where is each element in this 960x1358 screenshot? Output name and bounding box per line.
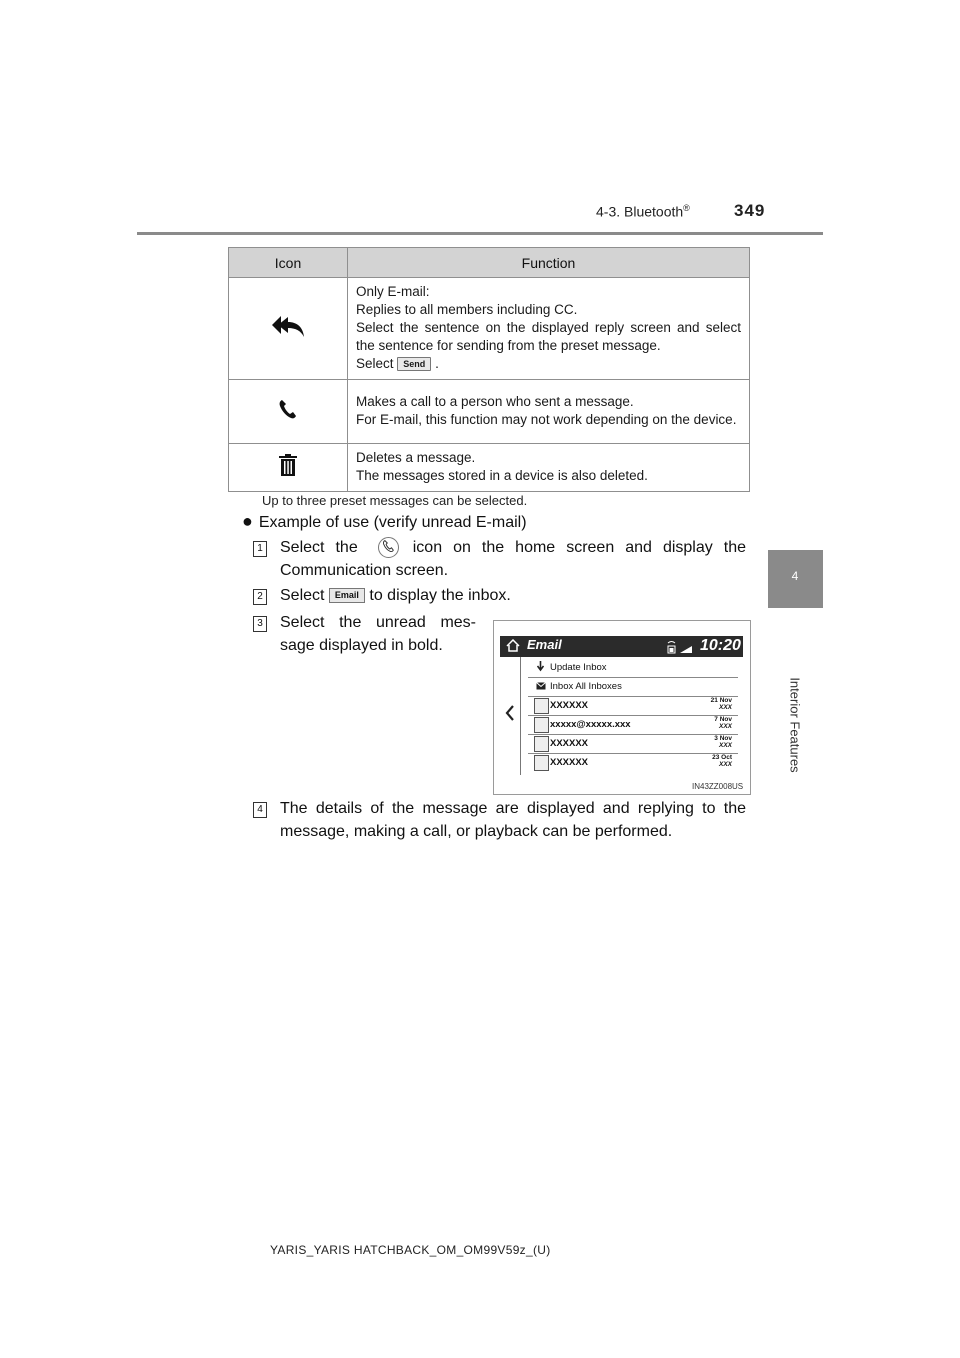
- step-number: 3: [253, 616, 267, 632]
- message-date: 21 Nov XXX: [710, 697, 732, 711]
- phone-icon: [229, 380, 348, 444]
- function-text: Only E-mail:: [356, 284, 430, 299]
- avatar-icon: [534, 755, 549, 771]
- chapter-number: 4: [791, 569, 799, 583]
- screen-clock: 10:20: [700, 637, 741, 654]
- trash-icon: [229, 444, 348, 492]
- message-row[interactable]: [528, 697, 738, 716]
- function-text: Deletes a message.: [356, 450, 476, 465]
- signal-battery-icon: [667, 639, 695, 654]
- step-number: 1: [253, 541, 267, 557]
- function-cell: [348, 278, 750, 380]
- function-cell: [348, 444, 750, 492]
- avatar-icon: [534, 736, 549, 752]
- function-text: Select Send .: [356, 356, 439, 371]
- figure-code: IN43ZZ008US: [692, 782, 744, 791]
- screen-divider: [520, 657, 521, 775]
- row-label: Update Inbox: [550, 662, 607, 673]
- back-panel[interactable]: [500, 657, 518, 775]
- table-row: [229, 278, 750, 380]
- function-text: The messages stored in a device is also deleted.: [356, 468, 648, 483]
- step-text: Select Email to display the inbox.: [280, 587, 511, 604]
- message-row[interactable]: [528, 754, 738, 772]
- bullet-icon: ●: [242, 511, 253, 531]
- chapter-label: Interior Features: [787, 677, 803, 773]
- avatar-icon: [534, 698, 549, 714]
- message-sender: XXXXXX: [550, 738, 589, 749]
- function-table: [228, 247, 750, 492]
- update-inbox-row[interactable]: [528, 659, 738, 678]
- step-text: Select the icon on the home screen and display the Communication screen.: [280, 539, 747, 579]
- function-text: Makes a call to a person who sent a message.: [356, 394, 634, 409]
- phone-circle-icon: [378, 537, 399, 558]
- section-title: 4-3. Bluetooth®: [596, 203, 690, 220]
- message-date: 23 Oct XXX: [712, 754, 732, 768]
- back-chevron-icon[interactable]: [505, 705, 514, 721]
- function-text: Select the sentence on the displayed reply screen and select the sentence for sending from the preset message.: [356, 320, 741, 353]
- table-row: [229, 380, 750, 444]
- message-row[interactable]: [528, 716, 738, 735]
- step-number: 2: [253, 589, 267, 605]
- row-label: Inbox All Inboxes: [550, 681, 622, 692]
- home-icon[interactable]: [506, 639, 520, 652]
- message-sender: xxxxx@xxxxx.xxx: [550, 719, 631, 730]
- example-heading: ● Example of use (verify unread E-mail): [242, 511, 527, 531]
- document-footer: YARIS_YARIS HATCHBACK_OM_OM99V59z_(U): [270, 1243, 551, 1257]
- table-row: [229, 444, 750, 492]
- page-number: 349: [734, 201, 766, 220]
- step-text: Select the unread mes-sage displayed in bold.: [280, 614, 476, 654]
- email-button-graphic: Email: [329, 588, 365, 603]
- send-button-graphic: Send: [397, 357, 431, 371]
- step-number: 4: [253, 802, 267, 818]
- reply-all-icon: [229, 278, 348, 380]
- message-sender: XXXXXX: [550, 757, 589, 768]
- icon-column-header: Icon: [229, 248, 348, 278]
- download-icon: [537, 661, 544, 672]
- table-note: Up to three preset messages can be selected.: [262, 493, 528, 508]
- message-sender: XXXXXX: [550, 700, 589, 711]
- avatar-icon: [534, 717, 549, 733]
- header-rule: [137, 232, 823, 235]
- all-inboxes-row[interactable]: [528, 678, 738, 697]
- message-date: 7 Nov XXX: [714, 716, 732, 730]
- step-text: The details of the message are displayed and replying to the message, making a call, or playback can be performed.: [280, 800, 746, 840]
- function-column-header: Function: [348, 248, 750, 278]
- table-header-row: [229, 248, 750, 278]
- message-date: 3 Nov XXX: [714, 735, 732, 749]
- message-row[interactable]: [528, 735, 738, 754]
- screen-title: Email: [527, 637, 562, 652]
- function-text: Replies to all members including CC.: [356, 302, 578, 317]
- function-cell: [348, 380, 750, 444]
- function-text: For E-mail, this function may not work depending on the device.: [356, 412, 737, 427]
- envelope-icon: [536, 682, 546, 690]
